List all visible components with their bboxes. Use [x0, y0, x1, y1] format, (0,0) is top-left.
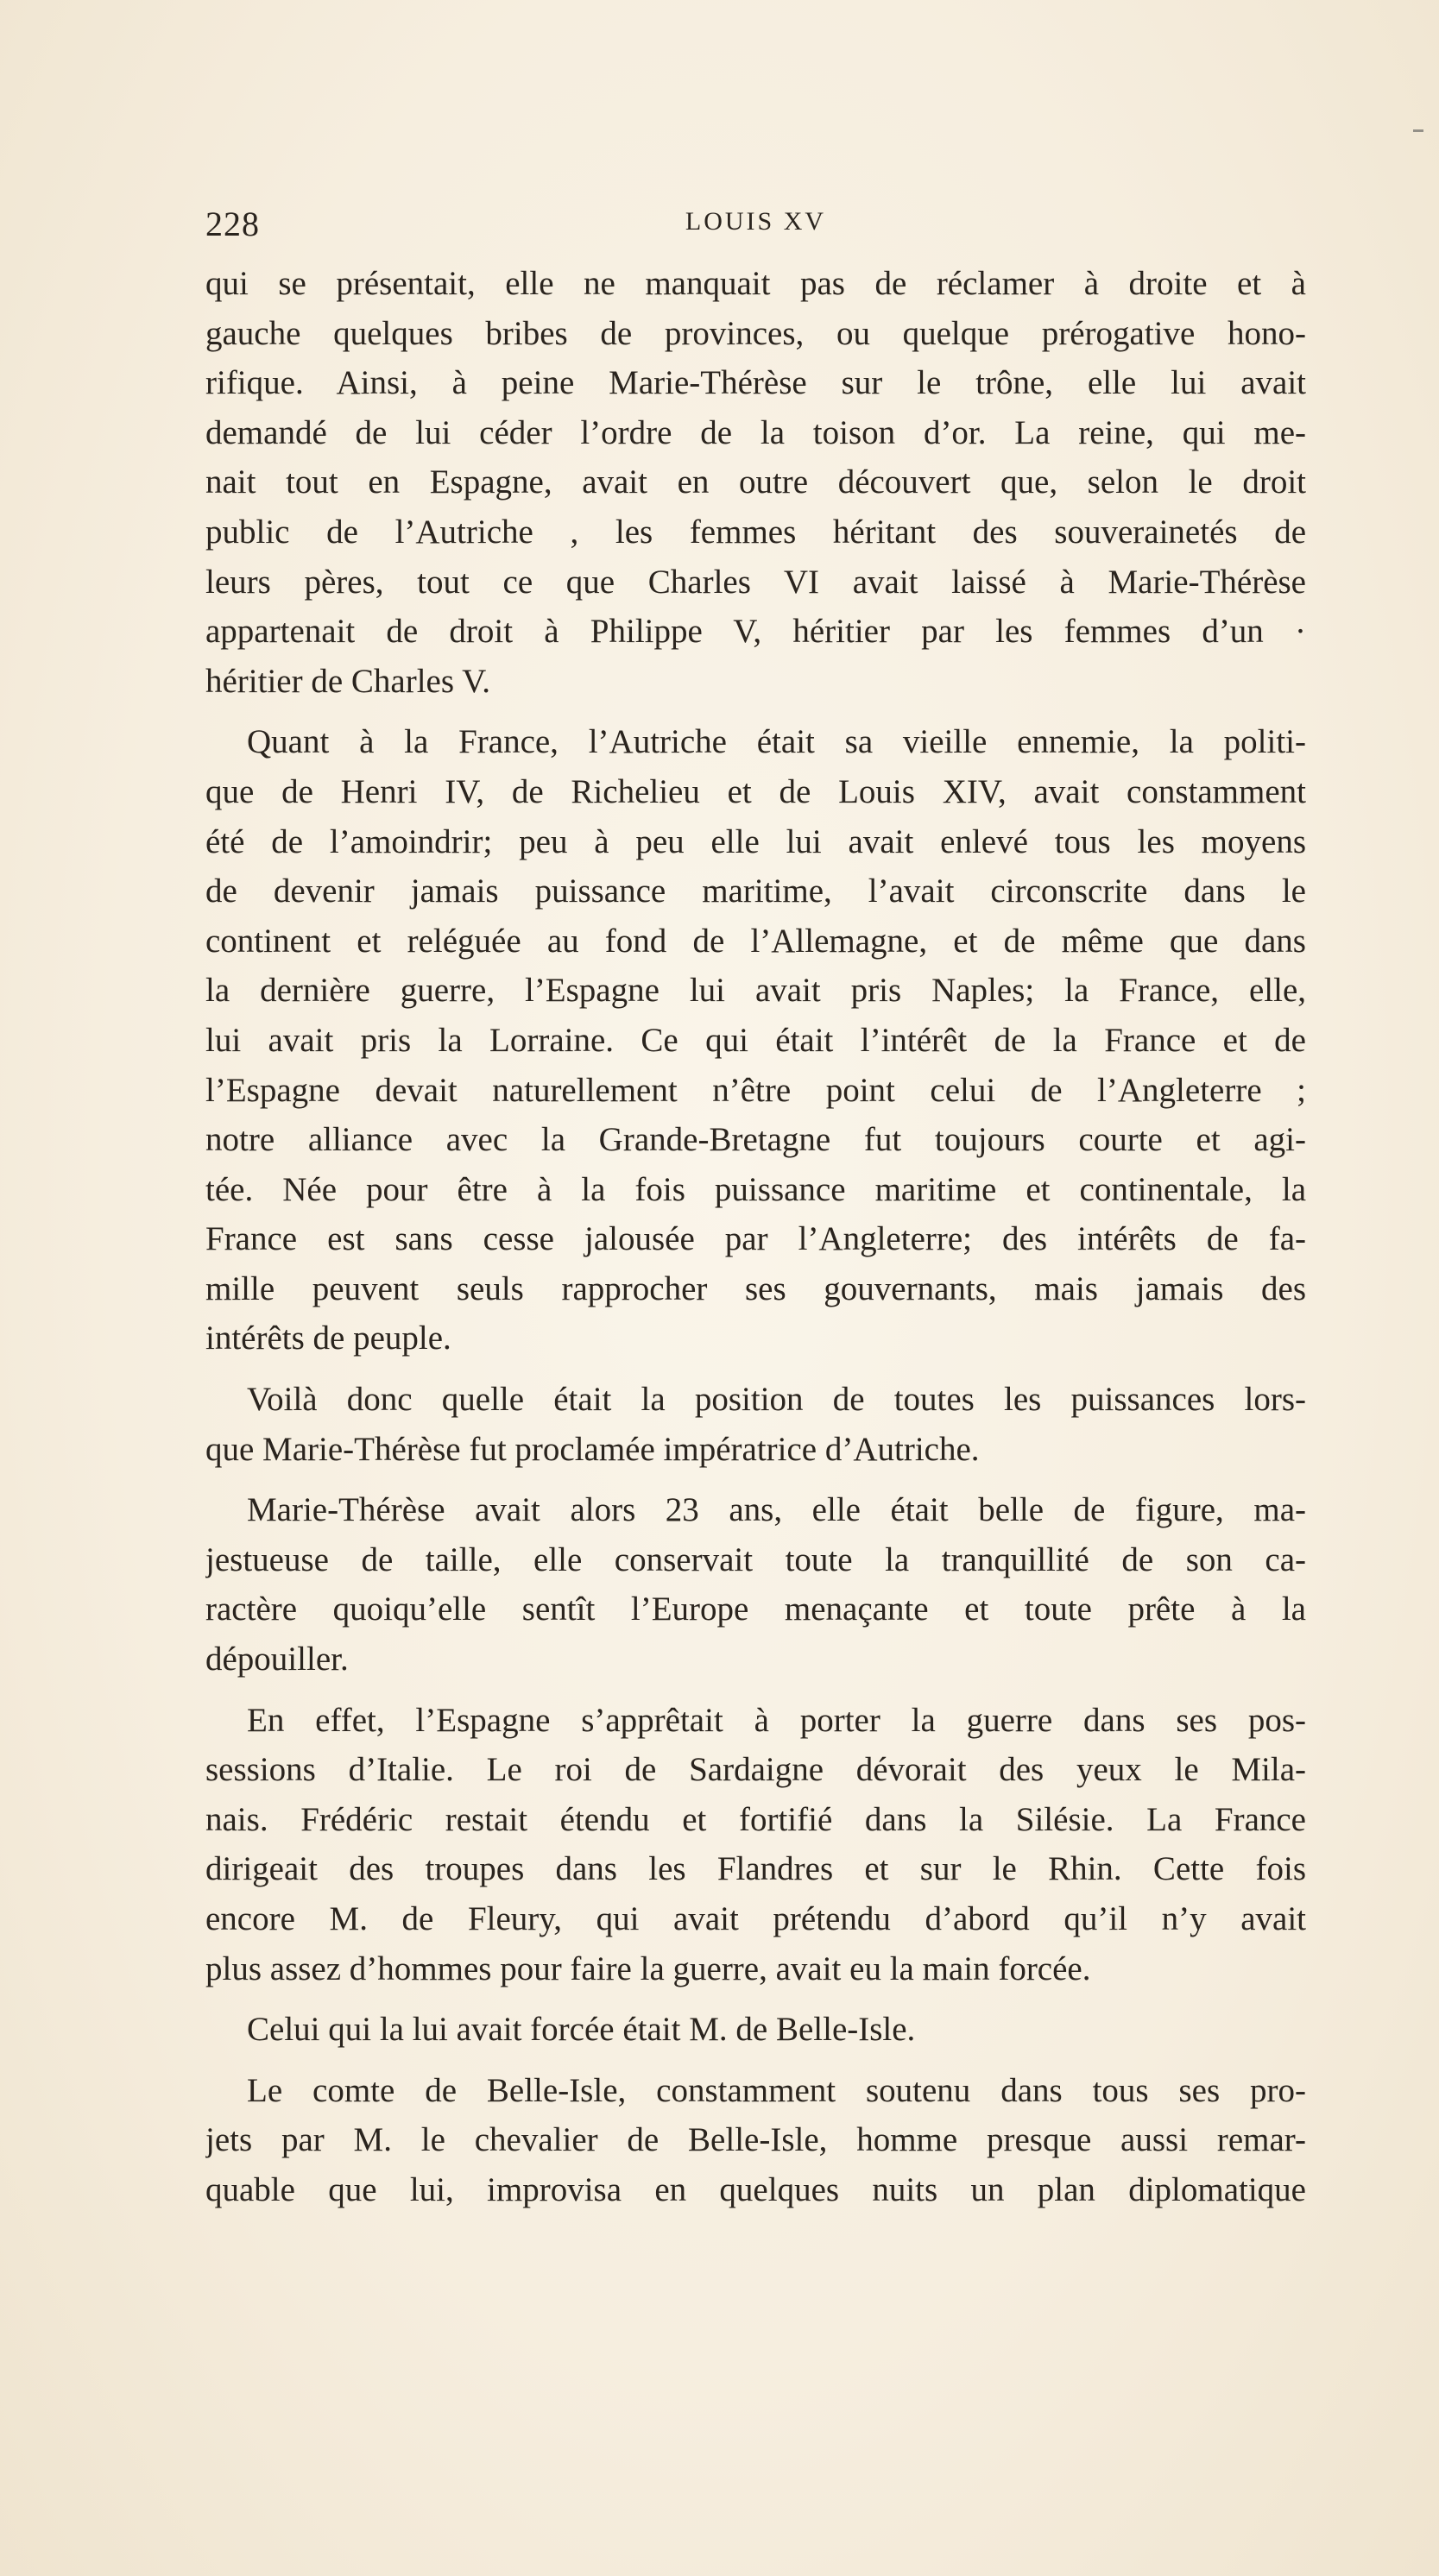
text-line: de devenir jamais puissance maritime, l’avait circonscrite dans le [205, 872, 1306, 910]
text-line: l’Espagne devait naturellement n’être point celui de l’Angleterre ; [205, 1071, 1306, 1109]
text-line: plus assez d’hommes pour faire la guerre, avait eu la main forcée. [205, 1949, 1091, 1987]
page-header [205, 204, 1306, 247]
text-line: dirigeait des troupes dans les Flandres et sur le Rhin. Cette fois [205, 1850, 1306, 1888]
paragraph [205, 2005, 1306, 2055]
text-line: leurs pères, tout ce que Charles VI avait laissé à Marie-Thérèse [205, 563, 1306, 601]
text-line: héritier de Charles V. [205, 662, 490, 700]
text-line: qui se présentait, elle ne manquait pas de réclamer à droite et à [205, 265, 1306, 302]
text-line: nais. Frédéric restait étendu et fortifié dans la Silésie. La France [205, 1800, 1306, 1838]
text-line: public de l’Autriche , les femmes héritant des souverainetés de [205, 513, 1306, 551]
text-line: mille peuvent seuls rapprocher ses gouvernants, mais jamais des [205, 1269, 1306, 1307]
text-line: sessions d’Italie. Le roi de Sardaigne dévorait des yeux le Mila- [205, 1751, 1306, 1789]
text-line: quable que lui, improvisa en quelques nuits un plan diplomatique [205, 2170, 1306, 2208]
text-line: demandé de lui céder l’ordre de la toison d’or. La reine, qui me- [205, 413, 1306, 451]
text-line: intérêts de peuple. [205, 1319, 451, 1357]
text-line: notre alliance avec la Grande-Bretagne fut toujours courte et agi- [205, 1121, 1306, 1159]
text-line: jestueuse de taille, elle conservait toute la tranquillité de son ca- [205, 1540, 1306, 1578]
text-line: En effet, l’Espagne s’apprêtait à porter la guerre dans ses pos- [247, 1701, 1306, 1739]
paragraph [205, 717, 1306, 1364]
page-edge-mark [1413, 129, 1423, 132]
text-line: que de Henri IV, de Richelieu et de Louis XIV, avait constamment [205, 772, 1306, 810]
text-line: dépouiller. [205, 1641, 349, 1678]
running-head: LOUIS XV [685, 207, 827, 236]
text-line: Le comte de Belle-Isle, constamment soutenu dans tous ses pro- [247, 2071, 1306, 2109]
body-text [205, 259, 1306, 2226]
paragraph [205, 259, 1306, 706]
text-line: nait tout en Espagne, avait en outre découvert que, selon le droit [205, 463, 1306, 501]
text-line: que Marie-Thérèse fut proclamée impératrice d’Autriche. [205, 1430, 980, 1468]
page-number: 228 [205, 205, 260, 243]
text-line: encore M. de Fleury, qui avait prétendu d’abord qu’il n’y avait [205, 1900, 1306, 1937]
text-line: continent et reléguée au fond de l’Allemagne, et de même que dans [205, 922, 1306, 960]
text-line: Marie-Thérèse avait alors 23 ans, elle était belle de figure, ma- [247, 1491, 1306, 1529]
text-line: France est sans cesse jalousée par l’Angleterre; des intérêts de fa- [205, 1220, 1306, 1258]
text-line: Quant à la France, l’Autriche était sa vieille ennemie, la politi- [247, 723, 1306, 761]
text-line: lui avait pris la Lorraine. Ce qui était l’intérêt de la France et de [205, 1021, 1306, 1059]
text-line: été de l’amoindrir; peu à peu elle lui avait enlevé tous les moyens [205, 822, 1306, 860]
text-line: ractère quoiqu’elle sentît l’Europe menaçante et toute prête à la [205, 1590, 1306, 1628]
text-line: tée. Née pour être à la fois puissance maritime et continentale, la [205, 1170, 1306, 1208]
paragraph [205, 1485, 1306, 1684]
paragraph [205, 1696, 1306, 1994]
text-line: Voilà donc quelle était la position de toutes les puissances lors- [247, 1381, 1306, 1419]
text-line: appartenait de droit à Philippe V, héritier par les femmes d’un · [205, 613, 1306, 651]
paragraph [205, 1375, 1306, 1474]
paragraph [205, 2066, 1306, 2215]
text-line: gauche quelques bribes de provinces, ou quelque prérogative hono- [205, 314, 1306, 352]
text-line: rifique. Ainsi, à peine Marie-Thérèse sur le trône, elle lui avait [205, 364, 1306, 402]
text-line: la dernière guerre, l’Espagne lui avait pris Naples; la France, elle, [205, 972, 1306, 1010]
text-line: jets par M. le chevalier de Belle-Isle, homme presque aussi remar- [205, 2121, 1306, 2159]
text-line: Celui qui la lui avait forcée était M. de Belle-Isle. [247, 2011, 916, 2049]
